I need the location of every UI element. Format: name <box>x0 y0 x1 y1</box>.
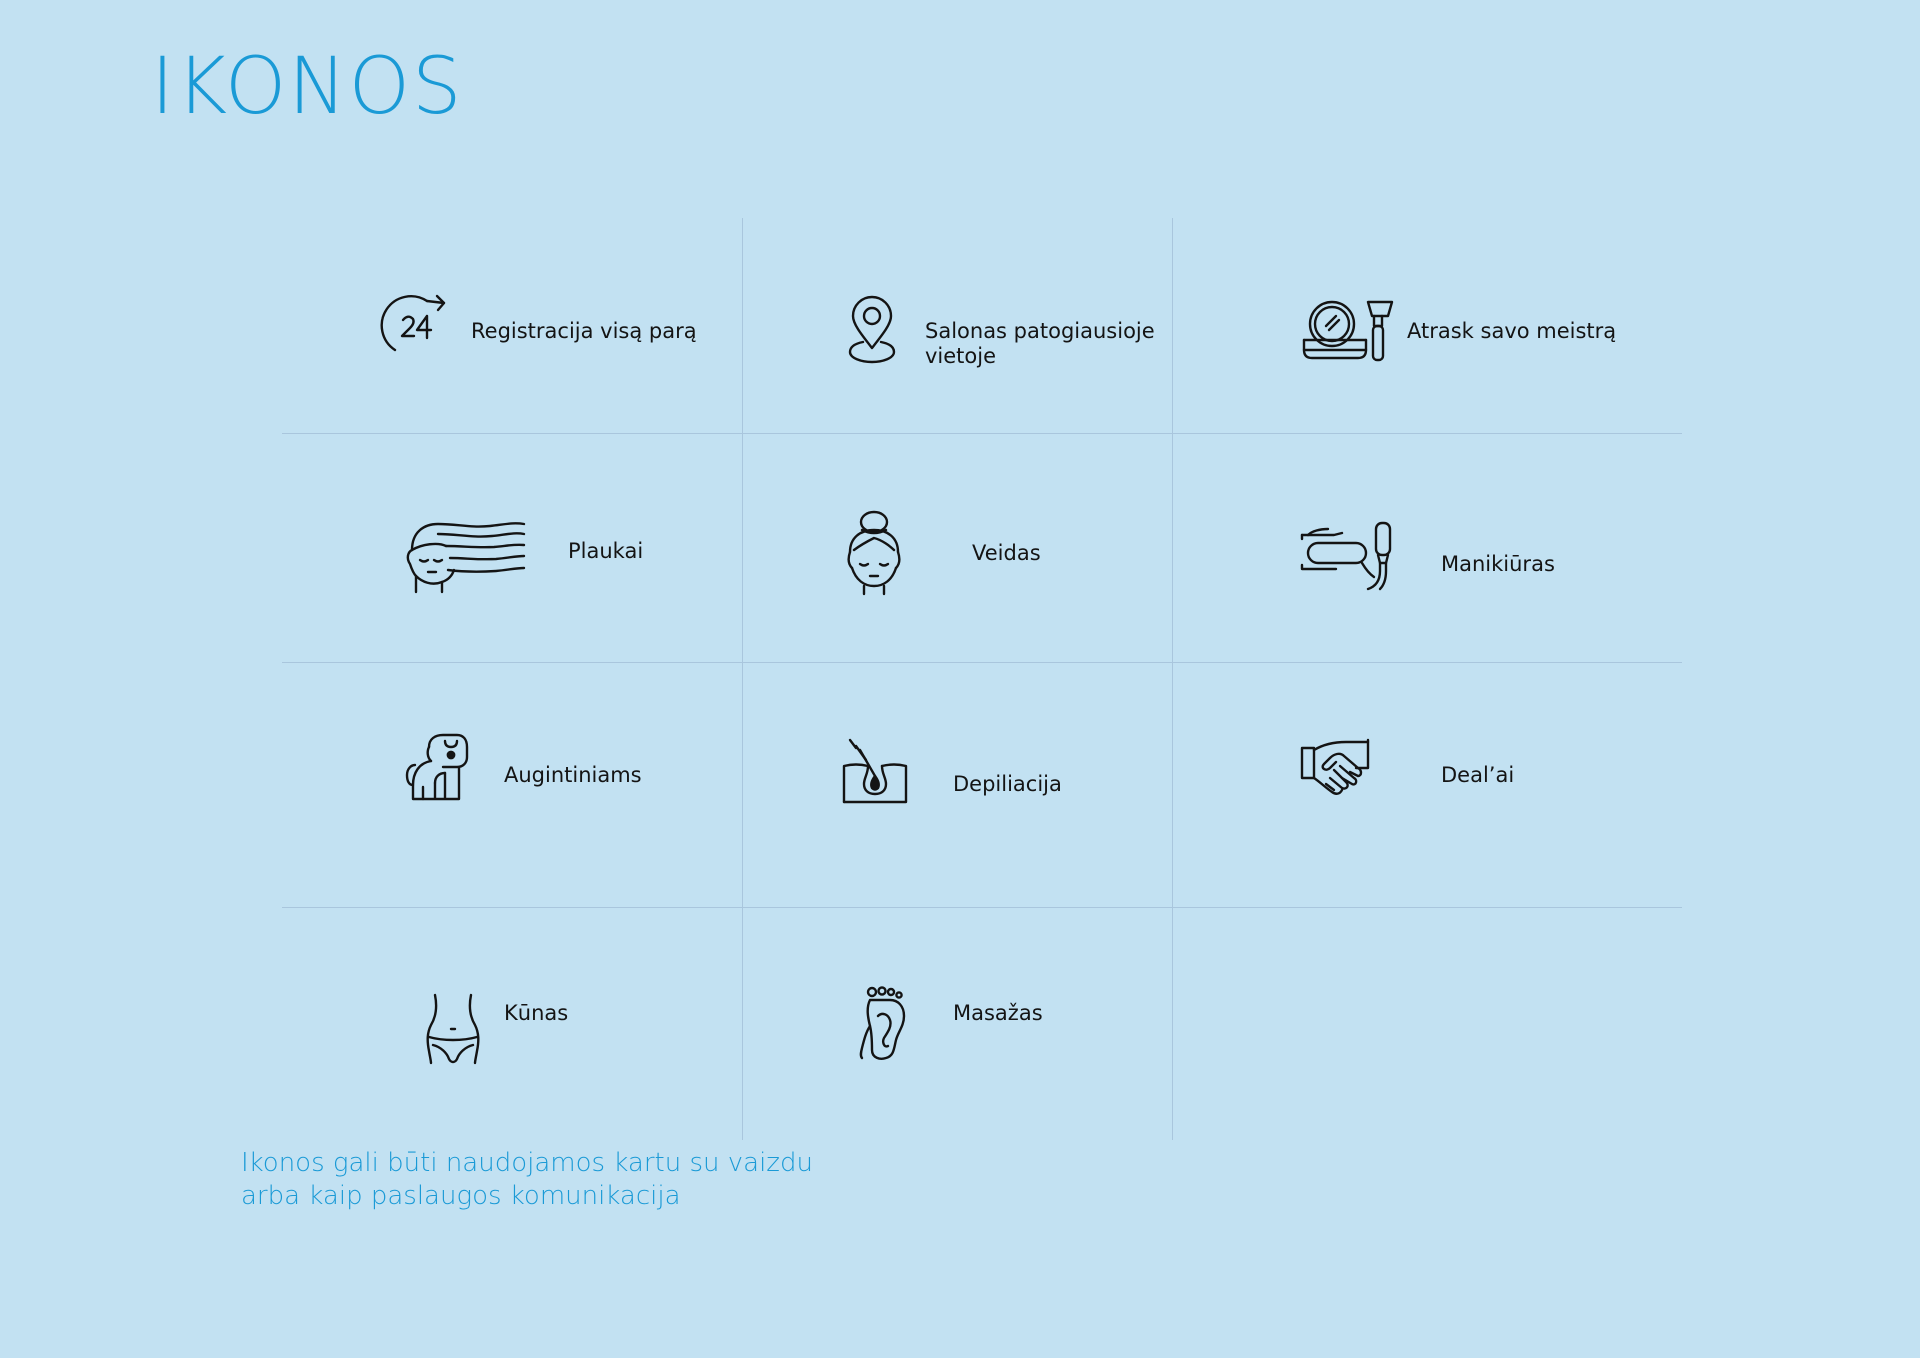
icon-grid <box>282 218 1682 1140</box>
face-bun-icon <box>842 510 906 596</box>
flowing-hair-icon <box>402 520 526 594</box>
footnote-line: arba kaip paslaugos komunikacija <box>241 1181 681 1211</box>
foot-massage-icon <box>860 986 912 1062</box>
icon-label: Manikiūras <box>1441 552 1555 576</box>
icon-label: Veidas <box>972 541 1041 565</box>
icon-label: Depiliacija <box>953 772 1062 796</box>
grid-divider <box>1172 218 1173 1140</box>
icon-label: Salonas patogiausioje vietoje <box>925 319 1155 368</box>
page-title: IKONOS <box>151 42 464 132</box>
grid-divider <box>742 218 743 1140</box>
grid-divider <box>282 907 1682 908</box>
icon-label: Augintiniams <box>504 763 642 787</box>
makeup-mirror-brush-icon <box>1302 300 1394 366</box>
hair-follicle-icon <box>842 736 908 804</box>
dog-icon <box>405 733 471 801</box>
footnote-line: Ikonos gali būti naudojamos kartu su vaizdu <box>241 1148 813 1178</box>
icon-label: Atrask savo meistrą <box>1407 319 1617 343</box>
icon-label: Masažas <box>953 1001 1043 1025</box>
location-pin-icon <box>847 296 897 364</box>
handshake-icon <box>1300 738 1370 798</box>
nail-file-icon <box>1300 521 1394 591</box>
grid-divider <box>282 433 1682 434</box>
grid-divider <box>282 662 1682 663</box>
body-waist-icon <box>425 993 481 1065</box>
footnote <box>241 1147 941 1213</box>
icon-label: Plaukai <box>568 539 644 563</box>
icon-label: Kūnas <box>504 1001 569 1025</box>
icon-label: Deal’ai <box>1441 763 1515 787</box>
icon-label: Registracija visą parą <box>471 319 697 343</box>
clock-24-icon <box>387 295 449 357</box>
